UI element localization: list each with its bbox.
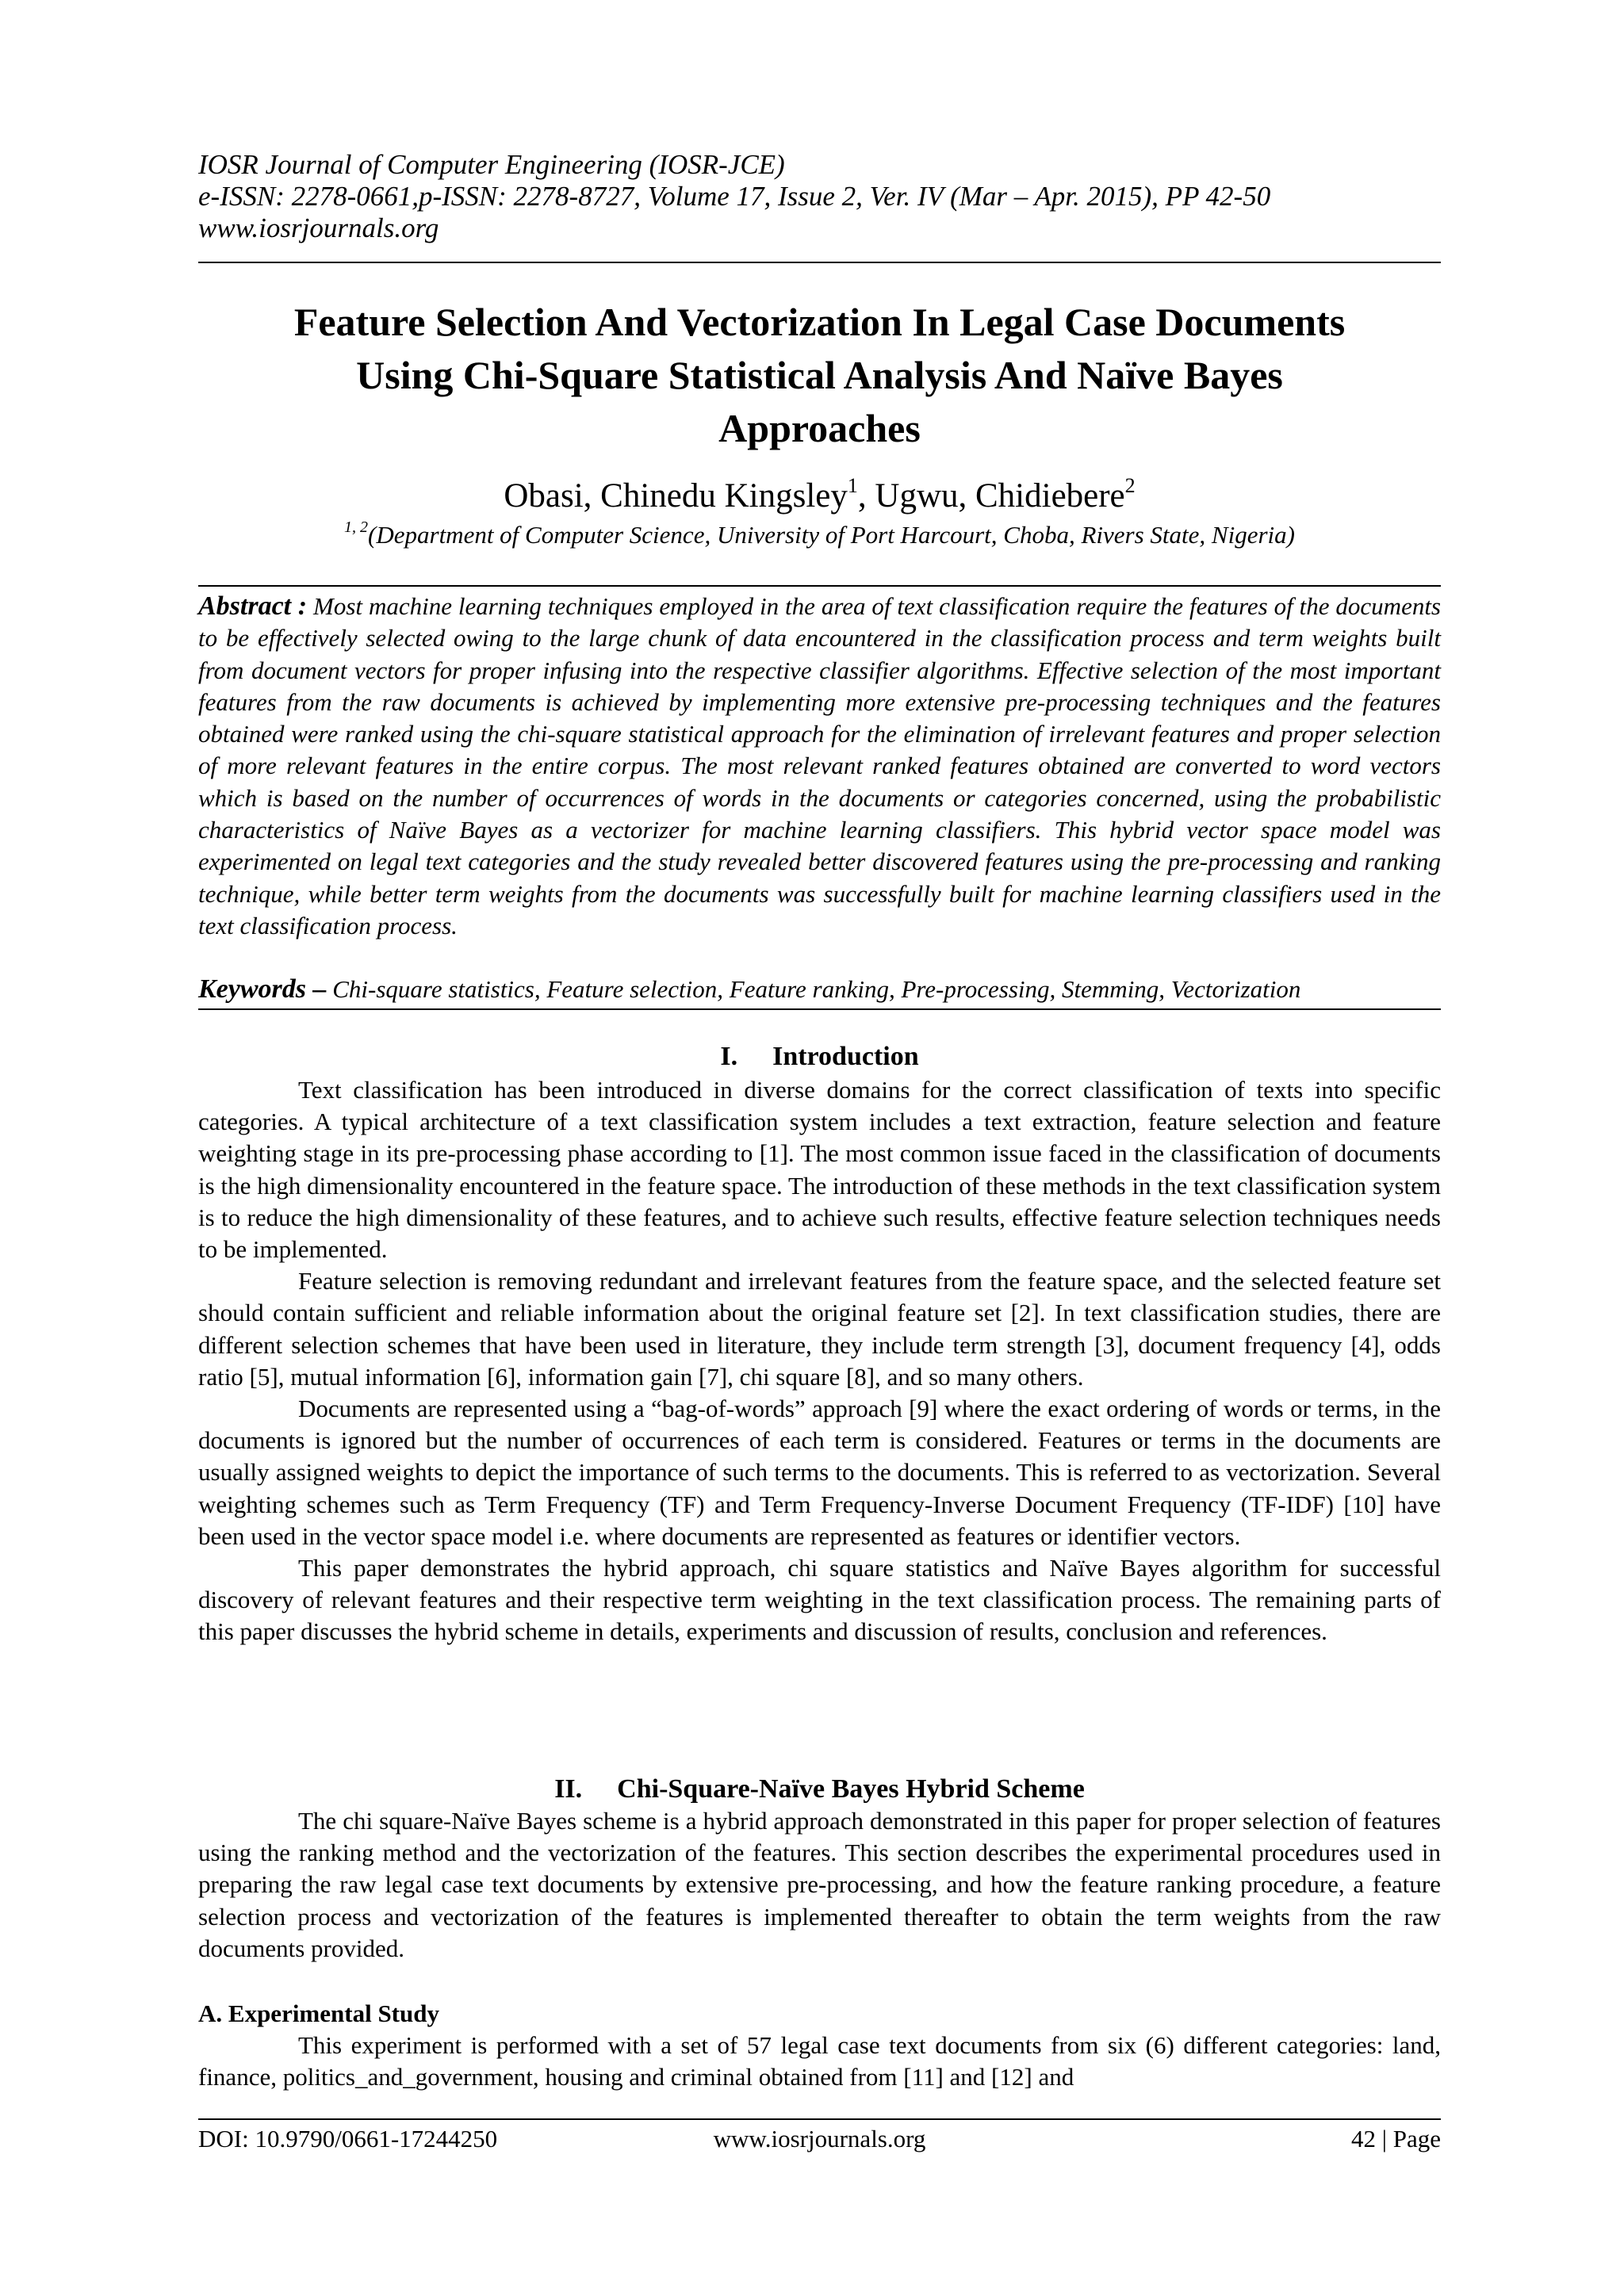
subsection-a-heading: A. Experimental Study <box>198 1999 439 2027</box>
section-1-paragraph-2: Feature selection is removing redundant and irrelevant features from the feature space, and the selected feature set should contain sufficient and reliable information about the original feature set [2]. In text classification studies, there are different selection schemes that have been used in literature, they include term strength [3], document frequency [4], odds ratio [5], mutual information [6], information gain [7], chi square [8], and so many others. <box>198 1267 1441 1391</box>
author-affiliation <box>198 519 1441 551</box>
footer-website: www.iosrjournals.org <box>713 2125 926 2152</box>
footer-divider <box>198 2118 1441 2120</box>
section-2-heading <box>198 1774 1441 1805</box>
section-2-title: Chi-Square-Naïve Bayes Hybrid Scheme <box>617 1774 1085 1804</box>
section-1-paragraph-3: Documents are represented using a “bag-of-words” approach [9] where the exact ordering of words or terms, in the documents is ignored but the number of occurrences of each term is considered. Features or terms in the documents are usually assigned weights to depict the importance of such terms to the documents. This is referred to as vectorization. Several weighting schemes such as Term Frequency (TF) and Term Frequency-Inverse Document Frequency (TF-IDF) [10] have been used in the vector space model i.e. where documents are represented as features or identifier vectors. <box>198 1395 1441 1550</box>
footer-doi: DOI: 10.9790/0661-17244250 <box>198 2125 498 2152</box>
keywords-label: Keywords – <box>198 974 327 1004</box>
header-divider <box>198 262 1441 263</box>
journal-name: IOSR Journal of Computer Engineering (IOSR-JCE) <box>198 149 785 180</box>
section-1-number: I. <box>720 1042 738 1071</box>
title-line-2: Using Chi-Square Statistical Analysis And Naïve Bayes <box>356 353 1283 397</box>
keywords <box>198 974 1441 1005</box>
section-1-paragraph-1: Text classification has been introduced in diverse domains for the correct classification of texts into specific categories. A typical architecture of a text classification system includes a text extraction, feature selection and feature weighting stage in its pre-processing phase according to [1]. The most common issue faced in the classification of documents is the high dimensionality encountered in the feature space. The introduction of these methods in the text classification system is to reduce the high dimensionality of these features, and to achieve such results, effective feature selection techniques needs to be implemented. <box>198 1076 1441 1264</box>
abstract-label: Abstract : <box>198 591 308 621</box>
affiliation-marks: 1, 2 <box>344 519 369 536</box>
abstract-bottom-divider <box>198 1008 1441 1010</box>
title-line-1: Feature Selection And Vectorization In Legal Case Documents <box>293 300 1346 344</box>
section-1-heading <box>198 1041 1441 1073</box>
author-2: Ugwu, Chidiebere <box>875 477 1125 515</box>
journal-issn-volume: e-ISSN: 2278-0661,p-ISSN: 2278-8727, Volume 17, Issue 2, Ver. IV (Mar – Apr. 2015), PP 42-50 <box>198 181 1271 212</box>
section-2-body <box>198 1805 1441 1965</box>
section-1-paragraph-4: This paper demonstrates the hybrid approach, chi square statistics and Naïve Bayes algorithm for successful discovery of relevant features and their respective term weighting in the text classification process. The remaining parts of this paper discusses the hybrid scheme in details, experiments and discussion of results, conclusion and references. <box>198 1554 1441 1646</box>
section-1-title: Introduction <box>772 1042 919 1071</box>
paper-title <box>198 296 1441 455</box>
author-1-affiliation-mark: 1 <box>847 474 858 497</box>
abstract <box>198 591 1441 942</box>
author-list <box>198 476 1441 517</box>
affiliation-text: (Department of Computer Science, University of Port Harcourt, Choba, Rivers State, Nigeria) <box>368 521 1295 549</box>
author-2-affiliation-mark: 2 <box>1124 474 1136 497</box>
section-1-body <box>198 1074 1441 1648</box>
footer-page-number: 42 | Page <box>1351 2125 1441 2152</box>
abstract-top-divider <box>198 585 1441 587</box>
journal-header <box>198 149 1441 244</box>
subsection-a-body <box>198 2030 1441 2093</box>
title-line-3: Approaches <box>718 406 921 450</box>
subsection-a-paragraph-1: This experiment is performed with a set of 57 legal case text documents from six (6) different categories: land, finance, politics_and_government, housing and criminal obtained from [11] and [12] and <box>198 2031 1441 2091</box>
author-1: Obasi, Chinedu Kingsley <box>504 477 848 515</box>
section-2-number: II. <box>554 1774 583 1804</box>
section-2-paragraph-1: The chi square-Naïve Bayes scheme is a hybrid approach demonstrated in this paper for proper selection of features using the ranking method and the vectorization of the features. This section describes the experimental procedures used in preparing the raw legal case text documents by extensive pre-processing, and how the feature ranking procedure, a feature selection process and vectorization of the features is implemented thereafter to obtain the term weights from the raw documents provided. <box>198 1807 1441 1962</box>
journal-website: www.iosrjournals.org <box>198 212 439 243</box>
author-separator: , <box>857 477 875 515</box>
keywords-text: Chi-square statistics, Feature selection, Feature ranking, Pre-processing, Stemming, Vectorization <box>332 975 1301 1003</box>
abstract-text: Most machine learning techniques employed in the area of text classification require the features of the documents to be effectively selected owing to the large chunk of data encountered in the classification process and term weights built from document vectors for proper infusing into the respective classifier algorithms. Effective selection of the most important features from the raw documents is achieved by implementing more extensive pre-processing techniques and the features obtained were ranked using the chi-square statistical approach for the elimination of irrelevant features and proper selection of more relevant features in the entire corpus. The most relevant ranked features obtained are converted to word vectors which is based on the number of occurrences of words in the documents or categories concerned, using the probabilistic characteristics of Naïve Bayes as a vectorizer for machine learning classifiers. This hybrid vector space model was experimented on legal text categories and the study revealed better discovered features using the pre-processing and ranking technique, while better term weights from the documents was successfully built for machine learning classifiers used in the text classification process. <box>198 592 1441 939</box>
